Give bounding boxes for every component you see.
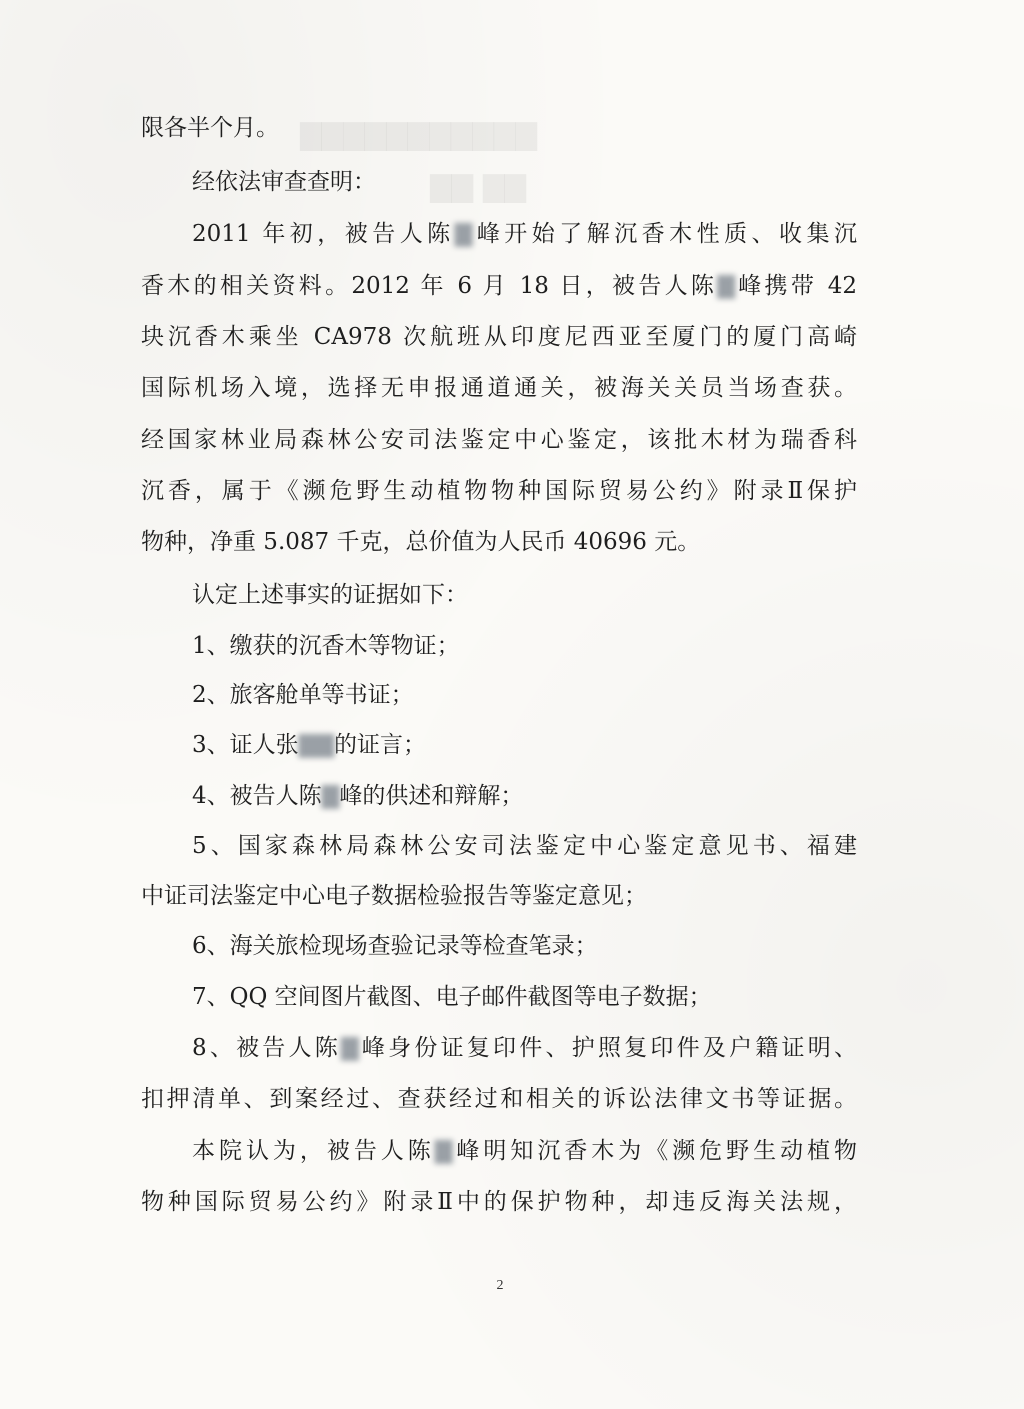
page-number: 2 [496,1278,504,1293]
text-line: 扣押清单、到案经过、查获经过和相关的诉讼法律文书等证据。 [141,1086,857,1112]
redacted-name-mark: ▇ [717,273,735,299]
redacted-name-mark: ▇ [321,783,340,809]
text-line: 限各半个月。 [141,115,279,141]
redacted-name-mark: ▇ [454,221,473,247]
redacted-name-mark: ▇ [434,1138,453,1164]
text-line: 中证司法鉴定中心电子数据检验报告等鉴定意见； [141,883,647,909]
text-line: 7、QQ 空间图片截图、电子邮件截图等电子数据； [192,984,712,1010]
text-line: 6、海关旅检现场查验记录等检查笔录； [192,933,598,959]
text-line: 认定上述事实的证据如下： [192,582,468,608]
text-line: 国际机场入境，选择无申报通道通关，被海关关员当场查获。 [141,375,857,401]
text-line: 2、旅客舱单等书证； [192,682,414,708]
show-through-mark: ▇▇ ▇▇ [430,170,526,203]
redacted-name-mark: ▇ [341,1035,359,1061]
text-line: 经国家林业局森林公安司法鉴定中心鉴定，该批木材为瑞香科 [141,427,857,453]
text-line: 1、缴获的沉香木等物证； [192,633,460,659]
text-line: 2011 年初，被告人陈▇峰开始了解沉香木性质、收集沉 [192,214,857,254]
text-line: 香木的相关资料。2012 年 6 月 18 日，被告人陈▇峰携带 42 [141,266,857,306]
text-line: 4、被告人陈▇峰的供述和辩解； [192,776,857,816]
text-line: 8、被告人陈▇峰身份证复印件、护照复印件及户籍证明、 [192,1028,857,1068]
text-line: 本院认为，被告人陈▇峰明知沉香木为《濒危野生动植物 [192,1131,857,1171]
text-line: 物种国际贸易公约》附录Ⅱ中的保护物种，却违反海关法规， [141,1189,857,1215]
text-line: 5、国家森林局森林公安司法鉴定中心鉴定意见书、福建 [192,833,857,859]
text-line: 物种，净重 5.087 千克，总价值为人民币 40696 元。 [141,529,701,555]
text-line: 沉香，属于《濒危野生动植物物种国际贸易公约》附录Ⅱ保护 [141,478,857,504]
text-line: 经依法审查查明： [192,169,376,195]
show-through-mark: ▇▇▇▇▇▇▇▇▇▇▇ [300,118,537,151]
text-line: 3、证人张▇▇的证言； [192,725,857,765]
redacted-name-mark: ▇▇ [298,732,335,758]
text-line: 块沉香木乘坐 CA978 次航班从印度尼西亚至厦门的厦门高崎 [141,324,857,350]
